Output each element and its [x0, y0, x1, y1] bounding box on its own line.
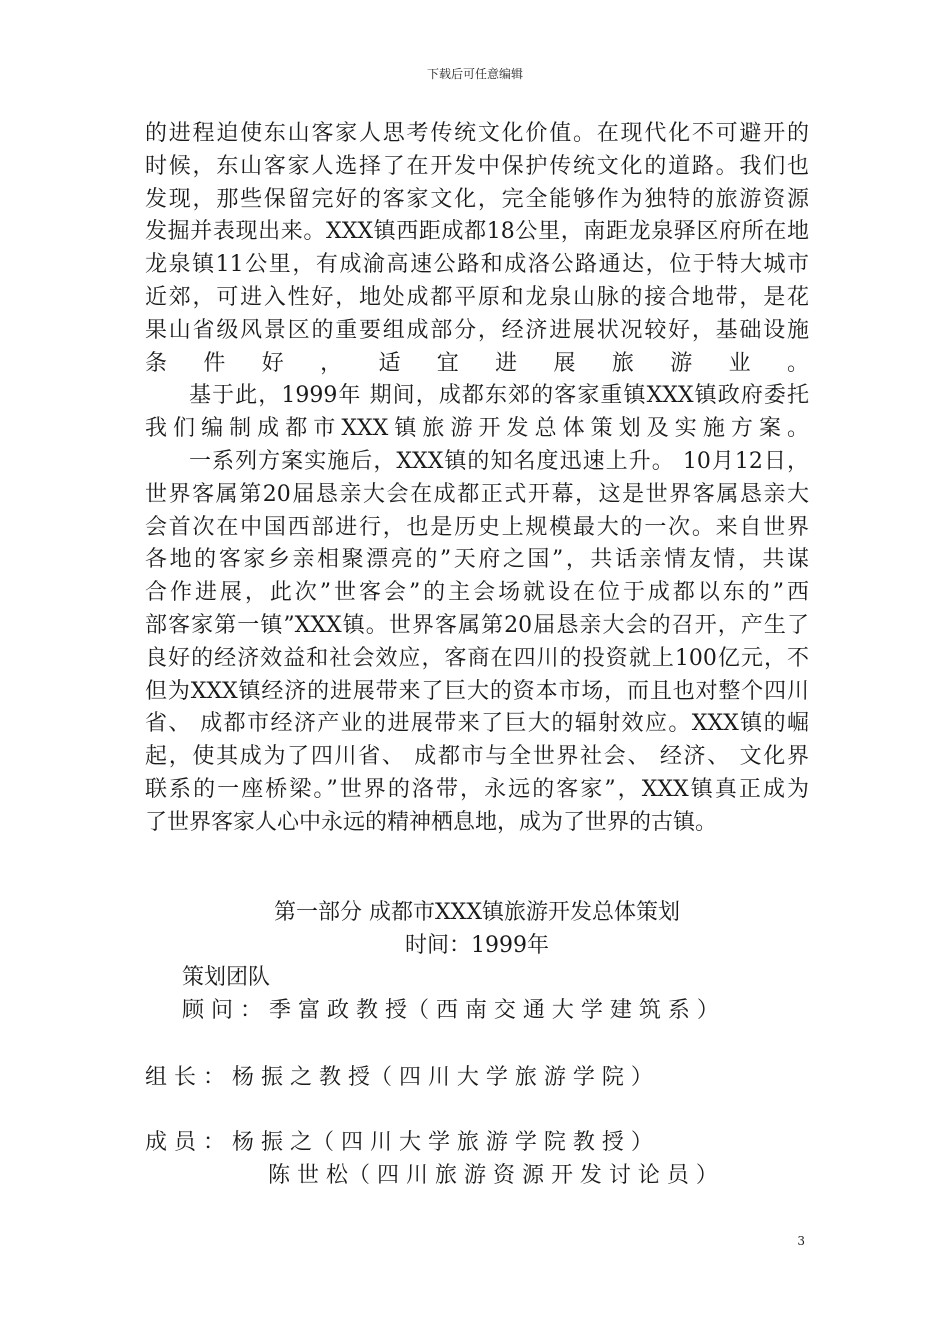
- text-line: 联系的一座桥梁。”世界的洛带，永远的客家”，XXX镇真正成为: [145, 776, 809, 802]
- text-line: 一系列方案实施后，XXX镇的知名度迅速上升。 10月12日，: [189, 448, 809, 474]
- text-line: 近郊，可进入性好，地处成都平原和龙泉山脉的接合地带，是花: [145, 284, 809, 310]
- team-advisor: 顾 问 ： 季 富 政 教 授（ 西 南 交 通 大 学 建 筑 系 ）: [182, 998, 719, 1023]
- text-line: 会首次在中国西部进行，也是历史上规模最大的一次。来自世界: [145, 514, 809, 540]
- text-line: 基于此，1999年 期间，成都东郊的客家重镇XXX镇政府委托: [189, 383, 809, 409]
- page-header: 下载后可任意编辑: [426, 67, 523, 81]
- text-line: 良好的经济效益和社会效应，客商在四川的投资就上100亿元，不: [145, 645, 809, 671]
- body-paragraphs: [145, 118, 809, 840]
- text-line: 省、 成都市经济产业的进展带来了巨大的辐射效应。XXX镇的崛: [145, 711, 809, 737]
- text-line: 了世界客家人心中永远的精神栖息地，成为了世界的古镇。: [145, 809, 718, 835]
- text-line: 条件好，适宜进展旅游业。: [145, 350, 809, 376]
- page-number: 3: [797, 1234, 805, 1248]
- text-line: 部客家第一镇”XXX镇。世界客属第20届恳亲大会的召开，产生了: [145, 612, 809, 638]
- team-member-2: 陈 世 松（ 四 川 旅 游 资 源 开 发 讨 论 员 ）: [268, 1163, 718, 1188]
- text-line: 各地的客家乡亲相聚漂亮的”天府之国”，共话亲情友情，共谋: [145, 547, 809, 573]
- text-line: 时候，东山客家人选择了在开发中保护传统文化的道路。我们也: [145, 153, 809, 179]
- text-line: 合作进展，此次”世客会”的主会场就设在位于成都以东的”西: [145, 580, 809, 606]
- team-member-1: 成 员 ： 杨 振 之（ 四 川 大 学 旅 游 学 院 教 授 ）: [145, 1130, 653, 1155]
- text-line: 起，使其成为了四川省、 成都市与全世界社会、 经济、 文化界: [145, 744, 809, 770]
- section-time: 时间：1999年: [405, 933, 549, 958]
- team-label: 策划团队: [182, 965, 271, 990]
- text-line: 龙泉镇11公里，有成渝高速公路和成洛公路通达，位于特大城市: [145, 252, 809, 278]
- text-line: 世界客属第20届恳亲大会在成都正式开幕，这是世界客属恳亲大: [145, 481, 809, 507]
- text-line: 果山省级风景区的重要组成部分，经济进展状况较好，基础设施: [145, 317, 809, 343]
- text-line: 但为XXX镇经济的进展带来了巨大的资本市场，而且也对整个四川: [145, 678, 809, 704]
- text-line: 我们编制成都市XXX镇旅游开发总体策划及实施方案。: [145, 416, 809, 442]
- section-title: 第一部分 成都市XXX镇旅游开发总体策划: [274, 900, 680, 925]
- team-leader: 组 长 ： 杨 振 之 教 授（ 四 川 大 学 旅 游 学 院 ）: [145, 1065, 653, 1090]
- text-line: 的进程迫使东山客家人思考传统文化价值。在现代化不可避开的: [145, 121, 809, 146]
- text-line: 发掘并表现出来。XXX镇西距成都18公里，南距龙泉驿区府所在地: [145, 219, 809, 245]
- text-line: 发现，那些保留完好的客家文化，完全能够作为独特的旅游资源: [145, 186, 809, 212]
